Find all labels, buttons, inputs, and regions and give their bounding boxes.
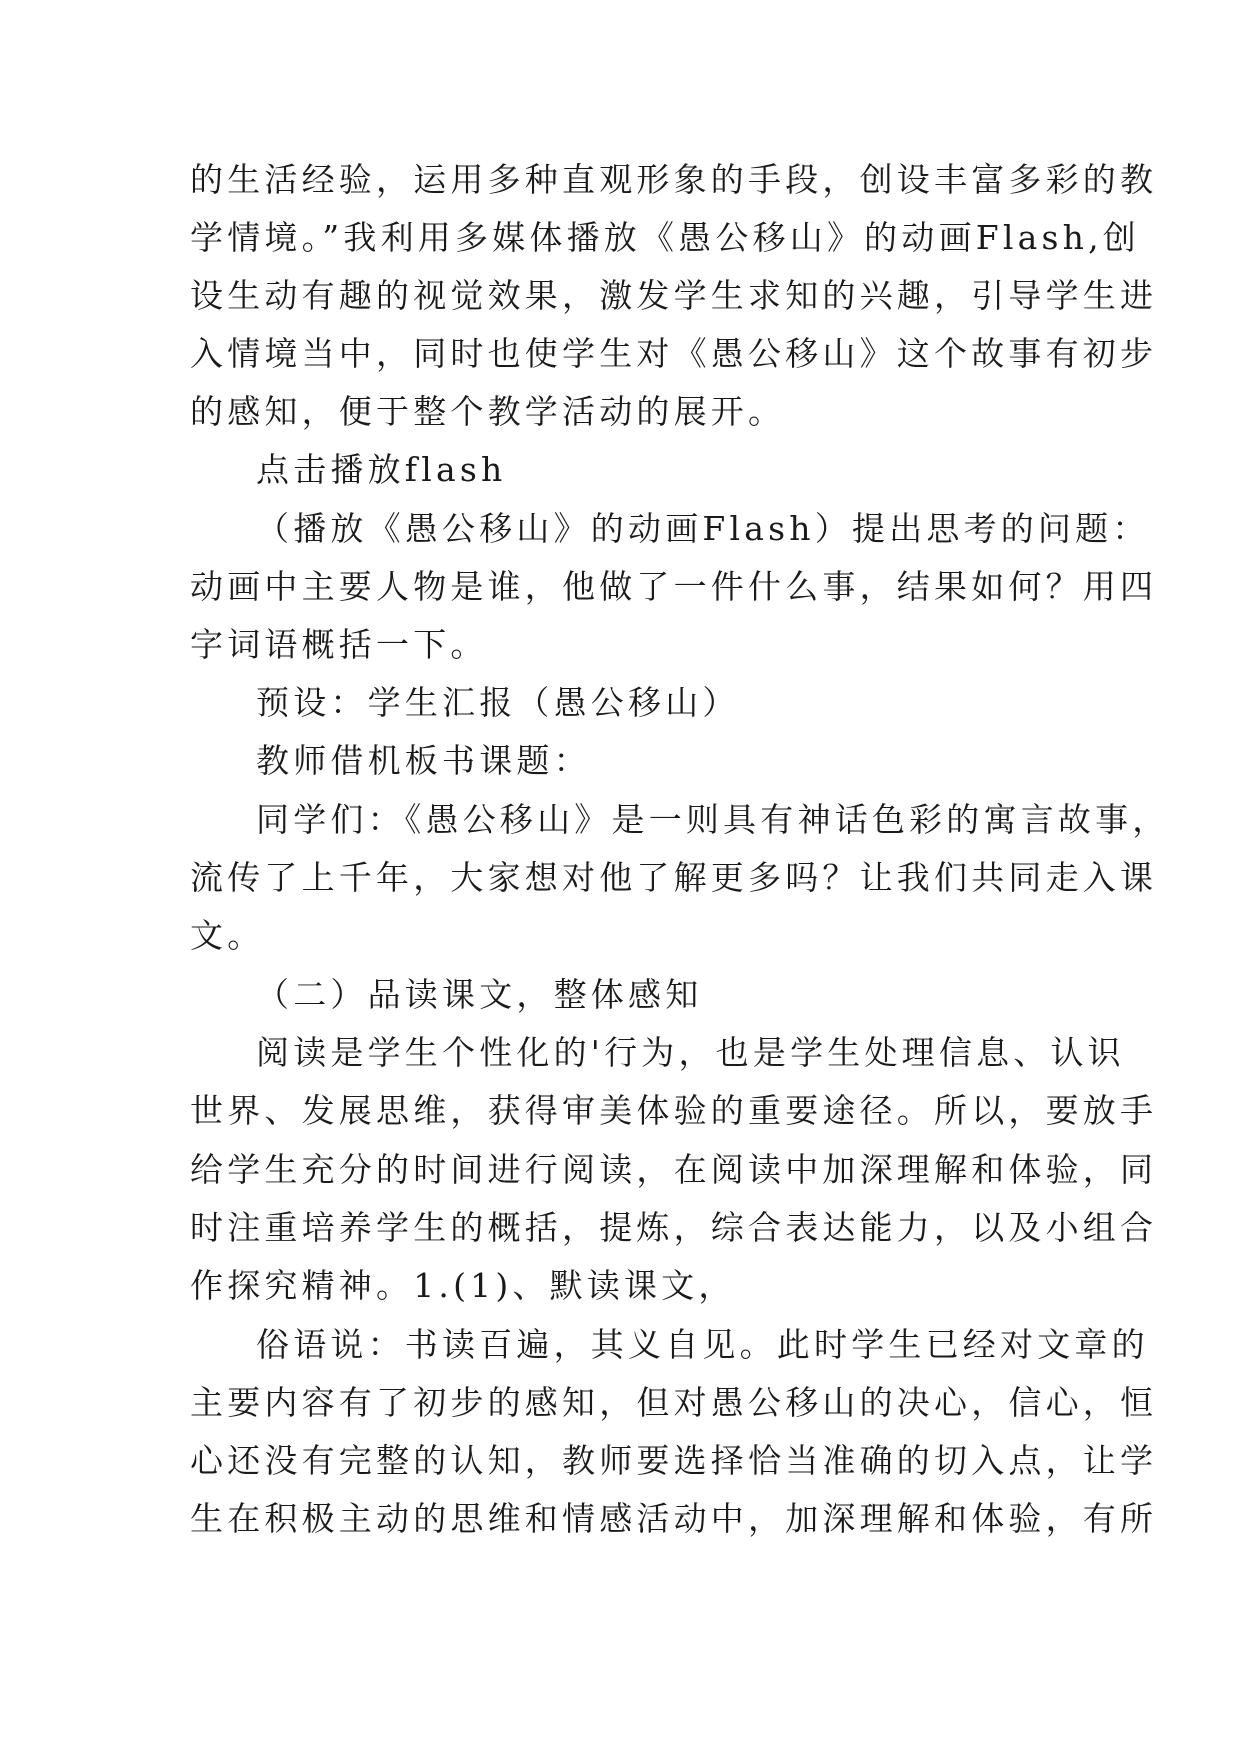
text-line: 世界、发展思维，获得审美体验的重要途径。所以，要放手 — [190, 1091, 1158, 1130]
text-line: 心还没有完整的认知，教师要选择恰当准确的切入点，让学 — [190, 1441, 1158, 1480]
text-line: 主要内容有了初步的感知，但对愚公移山的决心，信心，恒 — [190, 1383, 1158, 1422]
text-line: 给学生充分的时间进行阅读，在阅读中加深理解和体验，同 — [190, 1150, 1158, 1189]
text-line: 作探究精神。1.(1)、默读课文， — [190, 1266, 736, 1305]
text-line: 设生动有趣的视觉效果，激发学生求知的兴趣，引导学生进 — [190, 276, 1158, 315]
text-line: 同学们：《愚公移山》是一则具有神话色彩的寓言故事， — [256, 800, 1170, 839]
text-line: 教师借机板书课题： — [256, 741, 591, 780]
text-line: 点击播放flash — [256, 450, 507, 489]
text-line: 学情境。”我利用多媒体播放《愚公移山》的动画Flash,创 — [190, 218, 1140, 257]
text-line: 的生活经验，运用多种直观形象的手段，创设丰富多彩的教 — [190, 160, 1158, 199]
text-line: 阅读是学生个性化的'行为，也是学生处理信息、认识 — [256, 1033, 1125, 1072]
text-line: 文。 — [190, 916, 265, 955]
text-line: 的感知，便于整个教学活动的展开。 — [190, 392, 786, 431]
text-line: 动画中主要人物是谁，他做了一件什么事，结果如何？用四 — [190, 567, 1158, 606]
text-line: （播放《愚公移山》的动画Flash）提出思考的问题： — [256, 509, 1150, 548]
text-line: 预设：学生汇报（愚公移山） — [256, 683, 740, 722]
text-line: 入情境当中，同时也使学生对《愚公移山》这个故事有初步 — [190, 334, 1158, 373]
text-line: 俗语说：书读百遍，其义自见。此时学生已经对文章的 — [256, 1325, 1149, 1364]
text-line: 时注重培养学生的概括，提炼，综合表达能力，以及小组合 — [190, 1208, 1158, 1247]
text-line: 字词语概括一下。 — [190, 625, 488, 664]
text-line: 流传了上千年，大家想对他了解更多吗？让我们共同走入课 — [190, 858, 1158, 897]
section-heading: （二）品读课文，整体感知 — [256, 975, 703, 1014]
text-line: 生在积极主动的思维和情感活动中，加深理解和体验，有所 — [190, 1499, 1158, 1538]
